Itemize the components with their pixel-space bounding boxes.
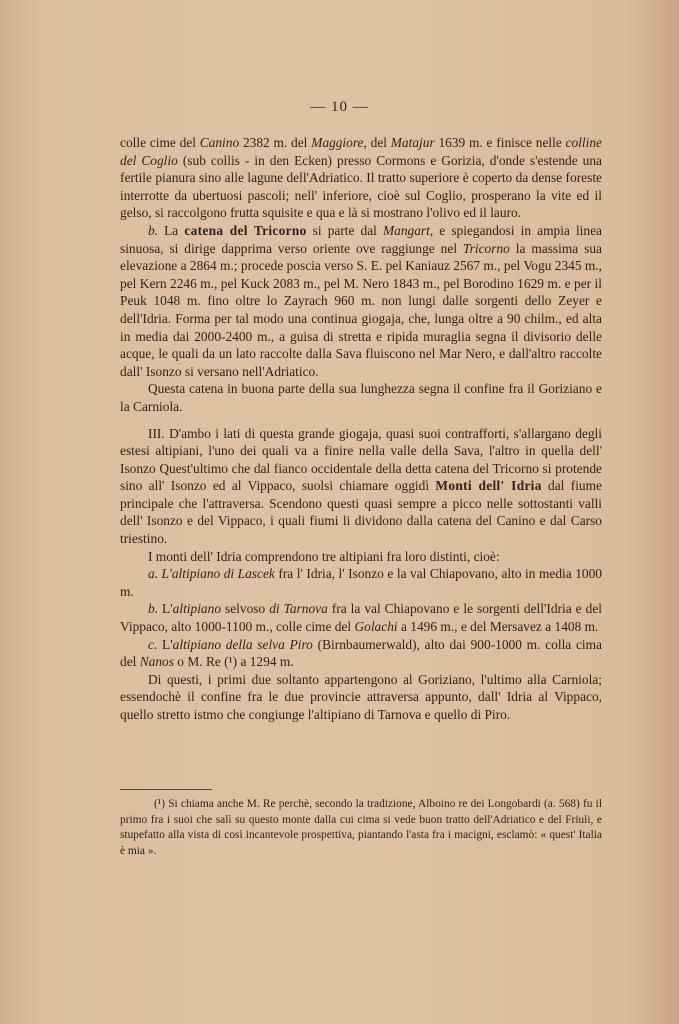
- footnote-text: (¹) Si chiama anche M. Re perchè, secondo la tradizione, Alboino re dei Longobardi (a. 568) fu il primo fra i suoi che salì su questo monte dalla cui cima si vede buon tratto dell'Adriatico e del Friuli, e stupefatto alla vista di così incantevole prospettiva, piantando l'asta fra i macigni, esclamò: « quest' Italia è mia ».: [120, 798, 602, 857]
- text-run: L': [157, 636, 173, 652]
- text-run: si parte dal: [306, 222, 383, 238]
- text-run: 2382 m. del: [239, 135, 312, 150]
- text-run: La: [158, 222, 185, 238]
- text-run: selvoso: [221, 601, 270, 617]
- text-run: (sub collis - in den Ecken) presso Cormons e Gorizia, d'onde s'estende una fertile pianura sino alle lagune dell'Adriatico. Il tratto superiore è coperto da dense foreste interrotte da ubertuosi pascoli; nell' inferiore, cioè sul Coglio, prosperano la vite ed il gelso, si raccolgono frutta squisite e qua e là si mostrano l'olivo ed il lauro.: [120, 152, 602, 221]
- bold-run: Monti dell' Idria: [435, 478, 542, 494]
- text-run: a 1496 m., e del Mersavez a 1408 m.: [397, 619, 599, 635]
- text-run: fra l' Idria, l' Isonzo e la val Chiapovano, alto in media 1000 m.: [120, 566, 602, 599]
- paragraph-tricorno: [120, 222, 602, 380]
- italic-run: Nanos: [139, 654, 174, 670]
- main-text: [120, 134, 602, 724]
- italic-run: b.: [148, 601, 159, 617]
- paragraph-monti-idria: I monti dell' Idria comprendono tre altipiani fra loro distinti, cioè:: [148, 548, 500, 564]
- paragraph-confine: Questa catena in buona parte della sua lunghezza segna il confine fra il Goriziano e la Carniola.: [120, 381, 602, 414]
- text-run: fra la val Chiapovano e le sorgenti dell'Idria e del Vippaco, alto 1000-1100 m., colle cime del: [120, 601, 602, 635]
- footnote: [120, 797, 602, 859]
- paragraph-altipiani: [120, 425, 602, 548]
- paragraph-lascek: [120, 565, 602, 600]
- italic-run: Matajur: [390, 135, 435, 150]
- text-run: dal fiume principale che l'attraversa. Scendono questi quasi sempre a picco nelle sottostanti valli dell' Isonzo e del Vippaco, i quali fiumi li dividono dalla catena del Canino e dal Carso triestino.: [120, 478, 602, 547]
- italic-run: Tricorno: [462, 240, 510, 256]
- paragraph-piro: [120, 636, 602, 671]
- text-run: , e spiegandosi in ampia linea sinuosa, si dirige dapprima verso oriente ove raggiunge nel: [120, 222, 602, 256]
- italic-run: b.: [148, 222, 159, 238]
- italic-run: Canino: [199, 135, 240, 150]
- text-run: o M. Re (¹) a 1294 m.: [173, 654, 294, 670]
- italic-run: altipiano della selva Piro: [172, 636, 313, 652]
- text-run: L': [158, 601, 173, 617]
- italic-run: di Tarnova: [269, 601, 328, 617]
- paragraph-canino: [120, 134, 602, 222]
- text-run: (Birnbaumerwald), alto dai 900-1000 m. colla cima del: [120, 636, 603, 670]
- text-run: III. D'ambo i lati di questa grande giogaja, quasi suoi contrafforti, s'allargano degli estesi altipiani, l'uno dei quali va a finire nella valle della Sava, l'altro in quella dell' Isonzo Quest'ultimo che dal fianco occidentale della detta catena del Tricorno si protende sino all' Isonzo ed al Vippaco, suolsi chiamare oggidì: [120, 425, 602, 494]
- text-run: la massima sua elevazione a 2864 m.; procede poscia verso S. E. pel Kaniauz 2567 m., pel Vogu 2345 m., pel Kern 2246 m., pel Kuck 2083 m., pel M. Nero 1843 m., pel Borodino 1629 m. e per il Peuk 1048 m. fino oltre lo Zayrach 960 m. non lungi dalle sorgenti dello Zeyer e dell'Idria. Forma per tal modo una continua giogaja, che, lunga oltre a 90 chilm., ed alta in media dai 2000-2400 m., a guisa di stretta e ripida muraglia segna il divisorio delle acque, le quali da un lato raccolte dalla Sava fluiscono nel Mar Nero, e dall'altro raccolte dall' Isonzo si versano nell'Adriatico.: [120, 240, 602, 379]
- italic-run: altipiano: [172, 601, 222, 617]
- text-run: colle cime del: [120, 135, 200, 150]
- text-run: , del: [363, 135, 391, 150]
- italic-run: c.: [148, 636, 158, 652]
- page-number: — 10 —: [310, 99, 369, 115]
- footnote-divider: [120, 789, 212, 790]
- text-run: 1639 m. e finisce nelle: [434, 135, 566, 150]
- bold-run: catena del Tricorno: [184, 222, 307, 238]
- italic-run: Golachi: [354, 619, 398, 635]
- italic-run: Mangart: [383, 222, 430, 238]
- italic-run: a. L'altipiano di Lascek: [148, 566, 275, 582]
- paragraph-tarnova: [120, 600, 602, 635]
- italic-run: Maggiore: [311, 135, 364, 150]
- paragraph-di-questi: Di questi, i primi due soltanto appartengono al Goriziano, l'ultimo alla Carniola; essendochè il confine fra le due provincie attraversa appunto, dall' Idria al Vippaco, quello stretto istmo che congiunge l'altipiano di Tarnova e quello di Piro.: [120, 671, 602, 722]
- italic-run: colline del Coglio: [120, 135, 602, 168]
